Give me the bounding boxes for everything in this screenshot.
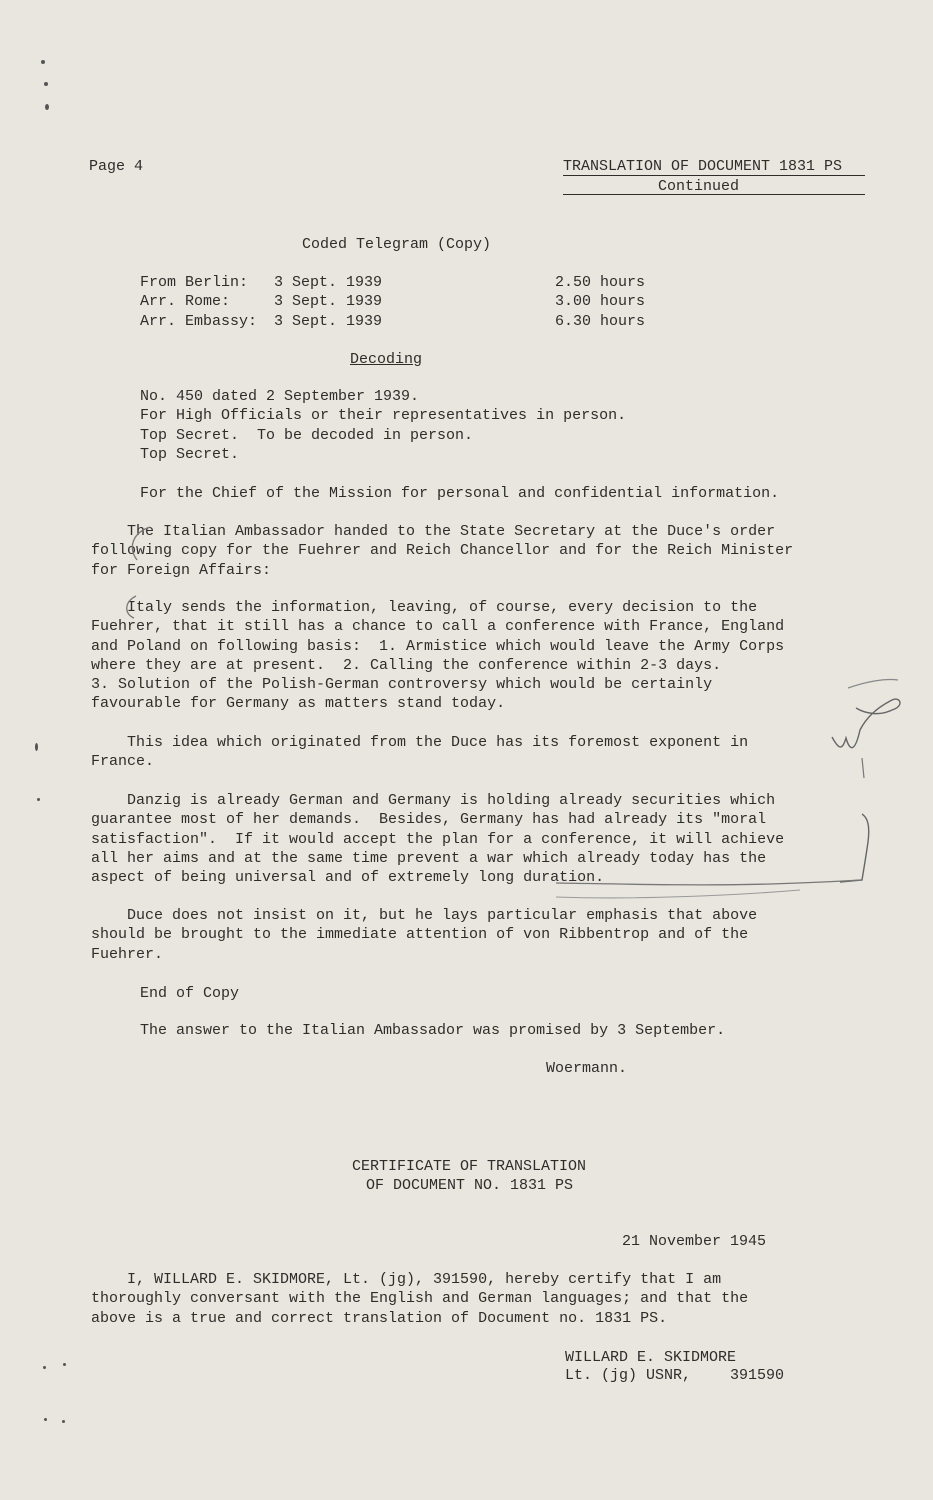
bracket-mark — [132, 527, 150, 560]
page-number: Page 4 — [89, 158, 144, 175]
chief-line: For the Chief of the Mission for personal and confidential information. — [140, 485, 780, 502]
certificate-line: I, WILLARD E. SKIDMORE, Lt. (jg), 391590, hereby certify that I am — [91, 1271, 722, 1288]
routing-date: 3 Sept. 1939 — [274, 313, 383, 330]
routing-time: 6.30 hours — [555, 313, 646, 330]
preamble-line: For High Officials or their representatives in person. — [140, 407, 627, 425]
stroke-mark — [862, 758, 864, 778]
paragraph-line: Fuehrer, that it still has a chance to call a conference with France, England — [91, 618, 785, 636]
margin-speck — [41, 60, 45, 64]
certificate-line: above is a true and correct translation of Document no. 1831 PS. — [91, 1309, 668, 1327]
paragraph-line: Duce does not insist on it, but he lays particular emphasis that above — [91, 907, 758, 924]
initials-mark — [832, 699, 900, 748]
paragraph-line: Fuehrer. — [91, 945, 164, 963]
margin-speck — [43, 1366, 46, 1369]
routing-label: Arr. Rome: — [140, 293, 231, 310]
preamble-line: No. 450 dated 2 September 1939. — [140, 388, 420, 405]
routing-label: Arr. Embassy: — [140, 313, 258, 330]
margin-speck — [37, 798, 40, 801]
margin-speck — [63, 1363, 66, 1366]
paragraph-line: France. — [91, 753, 155, 771]
paragraph-line: aspect of being universal and of extremely long duration. — [91, 869, 605, 887]
underline-mark — [556, 880, 860, 885]
paragraph-line: Danzig is already German and Germany is holding already securities which — [91, 792, 776, 809]
document-subtitle: Continued — [658, 178, 740, 195]
paragraph-line: where they are at present. 2. Calling the conference within 2-3 days. — [91, 656, 722, 674]
margin-speck — [35, 743, 38, 751]
margin-bracket — [840, 814, 869, 882]
underline-mark — [556, 890, 800, 898]
routing-date: 3 Sept. 1939 — [274, 293, 383, 310]
paragraph-line: guarantee most of her demands. Besides, Germany has had already its "moral — [91, 811, 767, 829]
paragraph-line: The Italian Ambassador handed to the State Secretary at the Duce's order — [91, 523, 776, 540]
woermann-signature: Woermann. — [546, 1060, 628, 1077]
answer-line: The answer to the Italian Ambassador was promised by 3 September. — [140, 1022, 726, 1039]
routing-date: 3 Sept. 1939 — [274, 274, 383, 291]
paragraph-line: all her aims and at the same time prevent a war which already today has the — [91, 849, 767, 867]
paragraph-line: following copy for the Fuehrer and Reich Chancellor and for the Reich Minister — [91, 542, 794, 560]
paragraph-line: and Poland on following basis: 1. Armistice which would leave the Army Corps — [91, 637, 785, 655]
margin-speck — [62, 1420, 65, 1423]
margin-speck — [45, 104, 49, 110]
margin-speck — [44, 1418, 47, 1421]
signer-name: WILLARD E. SKIDMORE — [565, 1349, 737, 1366]
bracket-mark — [127, 596, 136, 618]
routing-label: From Berlin: — [140, 274, 249, 291]
paragraph-line: should be brought to the immediate attention of von Ribbentrop and of the — [91, 926, 749, 944]
signer-rank: Lt. (jg) USNR, — [565, 1367, 692, 1384]
telegram-heading: Coded Telegram (Copy) — [302, 236, 492, 253]
routing-time: 2.50 hours — [555, 274, 646, 291]
certificate-date: 21 November 1945 — [622, 1233, 767, 1250]
certificate-title: CERTIFICATE OF TRANSLATION — [352, 1158, 587, 1175]
preamble-line: Top Secret. To be decoded in person. — [140, 426, 474, 444]
preamble-line: Top Secret. — [140, 445, 240, 463]
paragraph-line: Italy sends the information, leaving, of course, every decision to the — [91, 599, 758, 616]
paragraph-line: for Foreign Affairs: — [91, 561, 272, 579]
certificate-line: thoroughly conversant with the English and German languages; and that the — [91, 1290, 749, 1308]
decoding-heading: Decoding — [350, 351, 423, 368]
routing-time: 3.00 hours — [555, 293, 646, 310]
paragraph-line: favourable for Germany as matters stand today. — [91, 695, 506, 713]
certificate-subtitle: OF DOCUMENT NO. 1831 PS — [366, 1177, 574, 1194]
margin-speck — [44, 82, 48, 86]
end-of-copy: End of Copy — [140, 985, 240, 1002]
stroke-mark — [848, 679, 898, 688]
paragraph-line: satisfaction". If it would accept the plan for a conference, it will achieve — [91, 830, 785, 848]
paragraph-line: 3. Solution of the Polish-German controversy which would be certainly — [91, 676, 713, 694]
paragraph-line: This idea which originated from the Duce has its foremost exponent in — [91, 734, 749, 751]
signer-number: 391590 — [730, 1367, 785, 1384]
document-title: TRANSLATION OF DOCUMENT 1831 PS — [563, 158, 843, 175]
